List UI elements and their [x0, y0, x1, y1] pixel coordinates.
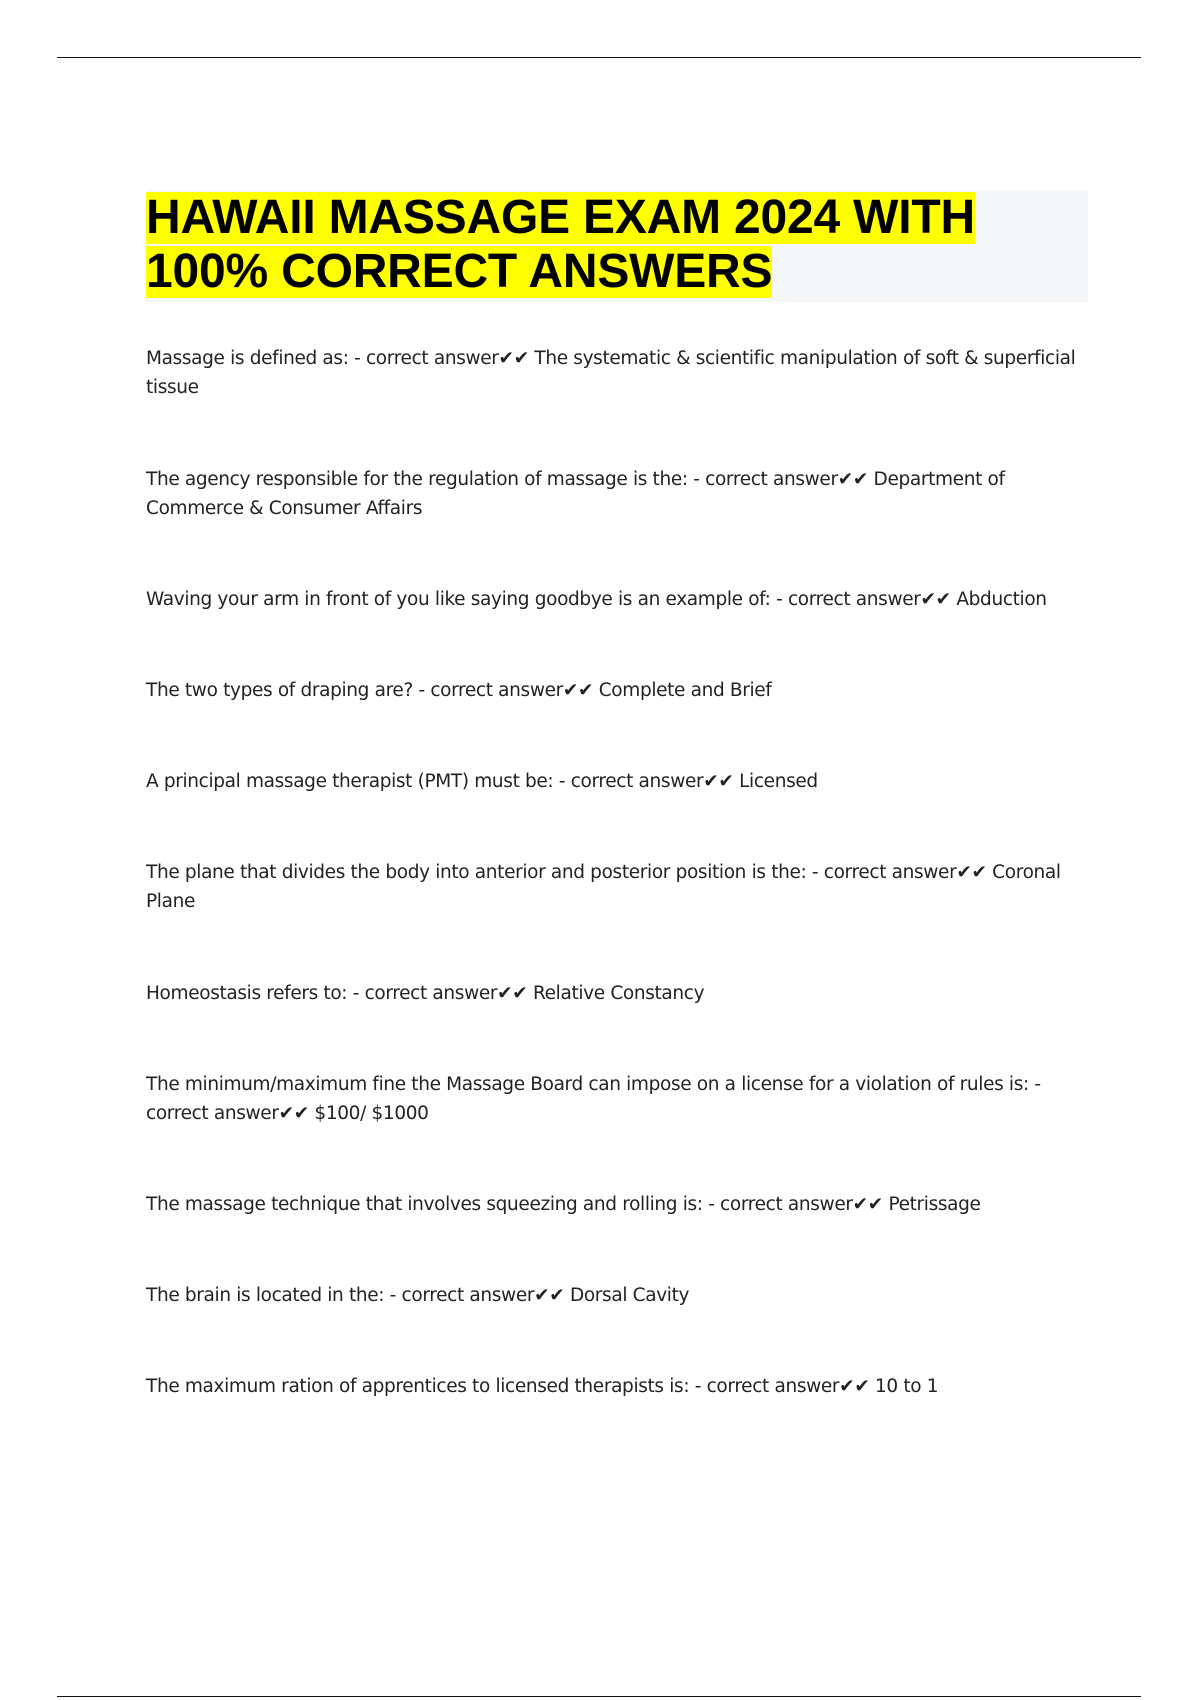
qa-item-9: The massage technique that involves squeezing and rolling is: - correct answer✔✔ Petrissage: [146, 1194, 981, 1215]
document-title-line-2: 100% CORRECT ANSWERS: [146, 245, 773, 298]
qa-item-5: A principal massage therapist (PMT) must be: - correct answer✔✔ Licensed: [146, 771, 818, 792]
qa-item-2: The agency responsible for the regulation of massage is the: - correct answer✔✔ Department of Commerce & Consumer Affairs: [146, 469, 1005, 519]
qa-item-11: The maximum ration of apprentices to licensed therapists is: - correct answer✔✔ 10 to 1: [146, 1376, 939, 1397]
bottom-rule: [57, 1696, 1141, 1697]
top-rule: [57, 57, 1141, 58]
qa-item-4: The two types of draping are? - correct answer✔✔ Complete and Brief: [146, 680, 772, 701]
document-title-line-1: HAWAII MASSAGE EXAM 2024 WITH: [146, 191, 975, 244]
qa-item-7: Homeostasis refers to: - correct answer✔✔ Relative Constancy: [146, 983, 705, 1004]
qa-item-10: The brain is located in the: - correct answer✔✔ Dorsal Cavity: [146, 1285, 690, 1306]
qa-item-3: Waving your arm in front of you like saying goodbye is an example of: - correct answer✔✔ Abduction: [146, 589, 1047, 610]
qa-item-8: The minimum/maximum fine the Massage Board can impose on a license for a violation of rules is: - correct answer✔✔ $100/ $1000: [146, 1074, 1041, 1124]
qa-item-6: The plane that divides the body into anterior and posterior position is the: - correct answer✔✔ Coronal Plane: [146, 862, 1061, 912]
qa-item-1: Massage is defined as: - correct answer✔✔ The systematic & scientific manipulation of soft & superficial tissue: [146, 348, 1076, 398]
title-block: [146, 190, 1088, 302]
